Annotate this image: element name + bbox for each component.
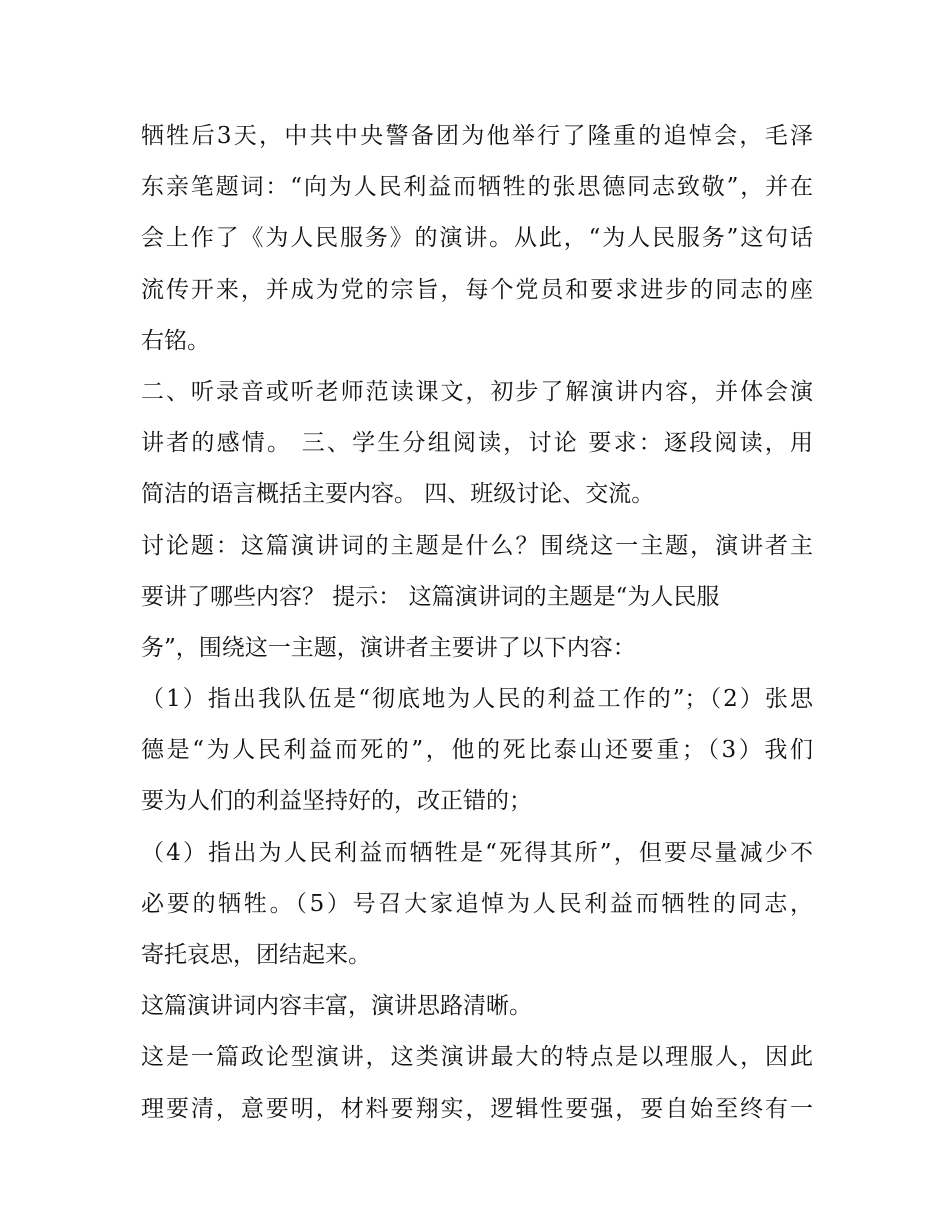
text-line: 东亲笔题词：“向为人民利益而牺牲的张思德同志致敬”，并在 <box>141 174 813 201</box>
text-line: 寄托哀思，团结起来。 <box>141 942 371 968</box>
text-line: 简洁的语言概括主要内容。 四、班级讨论、交流。 <box>141 481 655 508</box>
text-line: 这篇演讲词内容丰富，演讲思路清晰。 <box>141 993 532 1020</box>
text-line: 讨论题：这篇演讲词的主题是什么？围绕这一主题，演讲者主 <box>141 532 813 559</box>
text-line: 流传开来，并成为党的宗旨，每个党员和要求进步的同志的座 <box>141 276 813 303</box>
text-line: 德是“为人民利益而死的”，他的死比泰山还要重；（3）我们 <box>141 737 813 764</box>
text-line: 右铭。 <box>141 327 210 354</box>
text-line: 二、听录音或听老师范读课文，初步了解演讲内容，并体会演 <box>141 378 813 405</box>
text-line: 务”，围绕这一主题，演讲者主要讲了以下内容： <box>141 634 636 661</box>
text-line: 必要的牺牲。（5）号召大家追悼为人民利益而牺牲的同志， <box>141 890 813 917</box>
text-line: 要为人们的利益坚持好的，改正错的； <box>141 788 532 815</box>
text-line: 牺牲后3天，中共中央警备团为他举行了隆重的追悼会，毛泽 <box>141 123 813 149</box>
text-line: 要讲了哪些内容？ 提示： 这篇演讲词的主题是“为人民服 <box>141 583 720 610</box>
text-line: 会上作了《为人民服务》的演讲。从此，“为人民服务”这句话 <box>141 225 813 252</box>
text-line: 理要清，意要明，材料要翔实，逻辑性要强，要自始至终有一 <box>141 1095 813 1122</box>
document-body <box>141 111 813 1135</box>
text-line: 这是一篇政论型演讲，这类演讲最大的特点是以理服人，因此 <box>141 1044 813 1071</box>
text-line: （1）指出我队伍是“彻底地为人民的利益工作的”；（2）张思 <box>141 686 813 713</box>
text-line: 讲者的感情。 三、学生分组阅读，讨论 要求：逐段阅读，用 <box>141 430 813 457</box>
text-line: （4）指出为人民利益而牺牲是“死得其所”，但要尽量减少不 <box>141 839 813 866</box>
